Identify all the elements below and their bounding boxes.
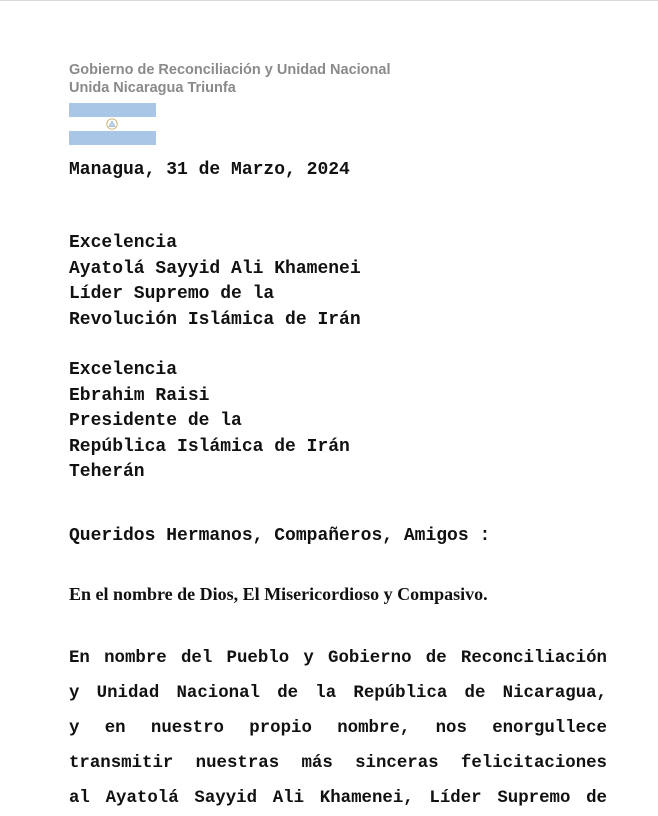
nicaragua-flag-icon	[69, 103, 156, 145]
recipient-name: Ayatolá Sayyid Ali Khamenei	[69, 258, 361, 279]
body-line: al Ayatolá Sayyid Ali Khamenei, Líder Supremo de	[69, 789, 607, 808]
recipient-title: Revolución Islámica de Irán	[69, 309, 361, 330]
recipient-block-raisi	[69, 358, 350, 486]
letterhead-org-name: Gobierno de Reconciliación y Unidad Nacional	[69, 62, 391, 78]
letter-body-paragraph	[69, 641, 607, 816]
flag-emblem-icon	[106, 118, 118, 130]
recipient-title: Líder Supremo de la	[69, 284, 275, 304]
recipient-block-khamenei	[69, 231, 361, 333]
body-line: y Unidad Nacional de la República de Nicaragua,	[69, 684, 607, 703]
flag-band-bottom	[69, 131, 156, 145]
body-line: y en nuestro propio nombre, nos enorgullece	[69, 719, 607, 738]
letterhead	[69, 61, 390, 97]
flag-band-top	[69, 103, 156, 117]
letter-greeting: Queridos Hermanos, Compañeros, Amigos :	[69, 526, 491, 546]
recipient-name: Ebrahim Raisi	[69, 385, 210, 406]
recipient-salutation: Excelencia	[69, 233, 178, 253]
body-line: En nombre del Pueblo y Gobierno de Reconciliación	[69, 649, 607, 668]
recipient-title: Presidente de la	[69, 411, 242, 431]
letter-date: Managua, 31 de Marzo, 2024	[69, 160, 350, 180]
recipient-title: República Islámica de Irán	[69, 436, 350, 457]
letterhead-slogan: Unida Nicaragua Triunfa	[69, 80, 236, 96]
recipient-salutation: Excelencia	[69, 360, 178, 380]
letter-invocation: En el nombre de Dios, El Misericordioso y Compasivo.	[69, 584, 488, 604]
recipient-city: Teherán	[69, 462, 145, 482]
body-line: transmitir nuestras más sinceras felicitaciones	[69, 754, 607, 773]
